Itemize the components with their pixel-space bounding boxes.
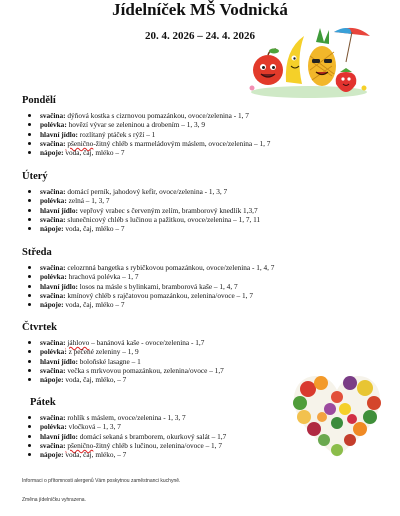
day-heading: Pondělí	[22, 95, 56, 106]
meal-item-soup: polévka: hrachová polévka – 1, 7	[40, 272, 274, 281]
day-heading: Čtvrtek	[22, 322, 57, 333]
meal-item-soup: polévka: zelná – 1, 3, 7	[40, 196, 260, 205]
meal-item-main: hlavní jídlo: vepřový vrabec s červeným zelím, bramborový knedlík 1,3,7	[40, 206, 260, 215]
meal-item-main: hlavní jídlo: losos na másle s bylinkami, bramborová kaše – 1, 4, 7	[40, 282, 274, 291]
meal-item-soup: polévka: vločková – 1, 3, 7	[40, 422, 226, 431]
meal-list	[22, 111, 270, 157]
allergen-note: Informaci o přítomnosti alergenů Vám poskytnou zaměstnanci kuchyně.	[22, 478, 181, 484]
meal-item-snack-afternoon: svačina: slunečnicový chléb s lučinou a pažitkou, ovoce/zelenina – 1, 7, 11	[40, 214, 261, 224]
fruit-characters-illustration	[246, 22, 372, 100]
meal-item-snack-afternoon: svačina: večka s mrkvovou pomazánkou, zelenina/ovoce – 1,7	[40, 365, 224, 375]
meal-item-snack-afternoon: svačina: pšenično-žitný chléb s marmeládovým máslem, ovoce/zelenina – 1, 7	[40, 138, 271, 148]
day-section-tuesday	[22, 171, 260, 233]
meal-item-snack-morning: svačina: celozrnná bangetka s rybičkovou pomazánkou, ovoce/zelenina - 1, 4, 7	[40, 263, 275, 272]
meal-item-drinks: nápoje: voda, čaj, mléko – 7	[40, 300, 274, 309]
date-range: 20. 4. 2026 – 24. 4. 2026	[145, 30, 255, 42]
meal-list	[30, 413, 226, 459]
meal-item-main: hlavní jídlo: rozlítaný ptáček s rýží – 1	[40, 130, 270, 139]
meal-item-snack-morning: svačina: dýňová kostka s cizrnovou pomazánkou, ovoce/zelenina - 1, 7	[40, 111, 270, 120]
meal-item-snack-afternoon: svačina: kmínový chléb s rajčatovou pomazánkou, zelenina/ovoce – 1, 7	[40, 291, 274, 300]
meal-item-soup: polévka: hovězí vývar se zeleninou a drobením – 1, 3, 9	[40, 120, 270, 129]
meal-item-snack-morning: svačina: rohlík s máslem, ovoce/zelenina - 1, 3, 7	[40, 413, 226, 422]
day-section-wednesday	[22, 247, 274, 309]
day-section-thursday	[22, 322, 224, 384]
meal-item-drinks: nápoje: voda, čaj, mléko – 7	[40, 224, 260, 233]
fruit-heart-illustration	[290, 373, 384, 459]
meal-item-main: hlavní jídlo: boloňské lasagne – 1	[40, 357, 224, 366]
meal-item-drinks: nápoje: voda, čaj, mléko – 7	[40, 148, 270, 157]
day-heading: Pátek	[30, 397, 56, 408]
menu-change-note: Změna jídelníčku vyhrazena.	[22, 497, 86, 503]
meal-item-drinks: nápoje: voda, čaj, mléko, – 7	[40, 375, 224, 384]
meal-item-snack-morning: svačina: jáhlovo – banánová kaše - ovoce/zelenina - 1,7	[40, 338, 224, 347]
day-section-friday	[30, 397, 226, 459]
meal-item-snack-morning: svačina: domácí perník, jahodový kefír, ovoce/zelenina - 1, 3, 7	[40, 187, 260, 196]
meal-item-soup: polévka: z pečené zeleniny – 1, 9	[40, 347, 224, 356]
meal-list	[22, 338, 224, 384]
day-heading: Středa	[22, 247, 52, 258]
meal-list	[22, 263, 274, 309]
page-title: Jídelníček MŠ Vodnická	[112, 0, 288, 19]
meal-list	[22, 187, 260, 233]
day-section-monday	[22, 95, 270, 157]
day-heading: Úterý	[22, 171, 48, 182]
meal-item-drinks: nápoje: voda, čaj, mléko, – 7	[40, 450, 226, 459]
meal-item-main: hlavní jídlo: domácí sekaná s bramborem, okurkový salát – 1,7	[40, 431, 227, 441]
meal-item-snack-afternoon: svačina: pšenično-žitný chléb s lučinou, zelenina/ovoce – 1, 7	[40, 441, 226, 450]
